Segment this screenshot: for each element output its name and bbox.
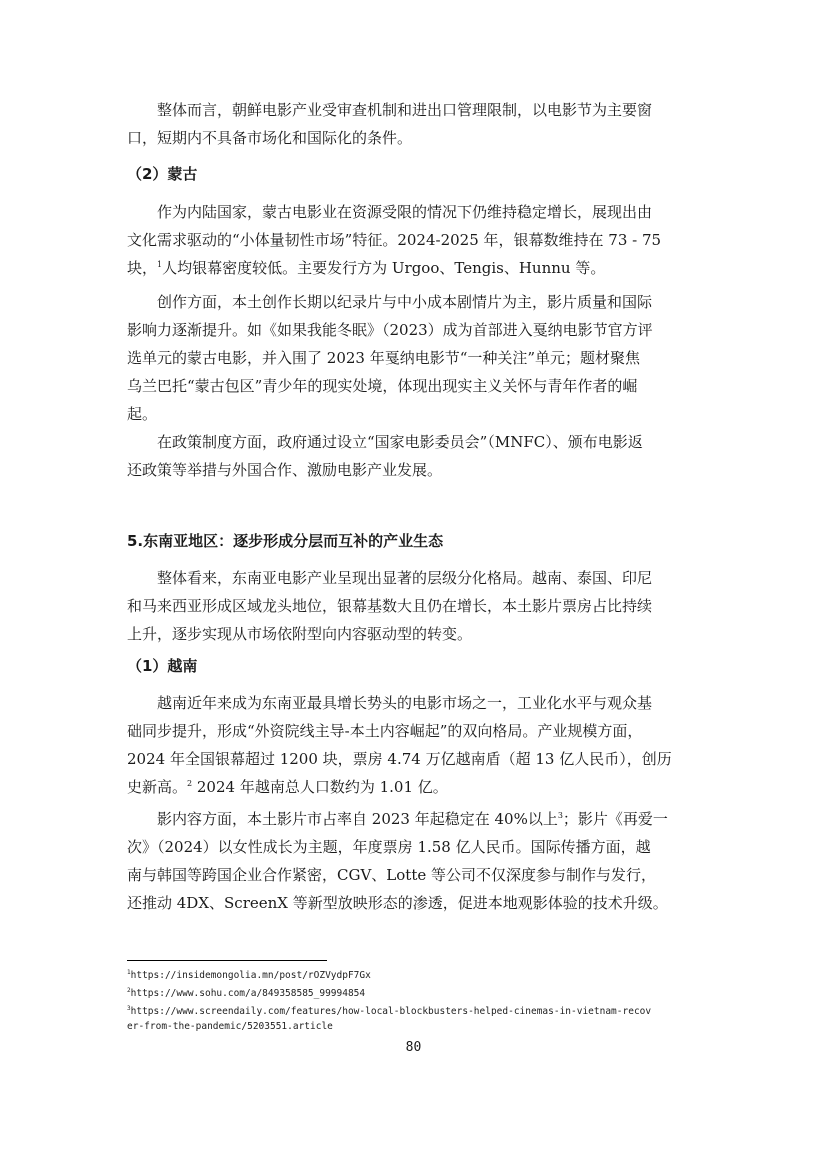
paragraph-southeast-asia-overview [127,564,703,648]
text-line: 在政策制度方面，政府通过设立“国家电影委员会”（MNFC）、颁布电影返 [157,433,643,451]
text-line: 影响力逐渐提升。如《如果我能冬眠》（2023）成为首部进入戛纳电影节官方评 [127,321,653,339]
paragraph-north-korea-summary [127,96,703,152]
text-line: 越南近年来成为东南亚最具增长势头的电影市场之一，工业化水平与观众基 [157,694,653,712]
section-heading-vietnam: （1）越南 [127,657,198,675]
section-heading-southeast-asia: 5.东南亚地区：逐步形成分层而互补的产业生态 [127,532,444,550]
text-segment: 史新高。 [127,778,188,796]
text-line [127,805,703,833]
footnote-link[interactable]: https://insidemongolia.mn/post/rOZVydpF7Gx [130,970,371,981]
text-line: 创作方面，本土创作长期以纪录片与中小成本剧情片为主，影片质量和国际 [157,293,653,311]
text-line: 础同步提升，形成“外资院线主导-本土内容崛起”的双向格局。产业规模方面， [127,722,643,740]
footnote-ref-3[interactable]: 3 [557,811,563,820]
text-line: 选单元的蒙古电影，并入围了 2023 年戛纳电影节“一种关注”单元；题材聚焦 [127,349,641,367]
footnote-link[interactable]: https://www.sohu.com/a/849358585_99994854 [130,988,366,999]
page-number: 80 [405,1040,422,1055]
footnote-number: 1 [127,968,131,976]
footnote-number: 3 [127,1004,131,1012]
footnote-1 [127,968,717,983]
footnote-link-continued[interactable]: er-from-the-pandemic/5203551.article [127,1021,333,1032]
text-line [127,254,703,282]
paragraph-vietnam-market [127,689,703,801]
text-line: 南与韩国等跨国企业合作紧密，CGV、Lotte 等公司不仅深度参与制作与发行， [127,866,656,884]
text-segment: 2024 年越南总人口数约为 1.01 亿。 [192,778,448,796]
footnote-3 [127,1004,717,1034]
text-line: 上升，逐步实现从市场依附型向内容驱动型的转变。 [127,625,473,643]
text-line: 次》（2024）以女性成长为主题，年度票房 1.58 亿人民币。国际传播方面，越 [127,838,651,856]
paragraph-mongolia-creation [127,288,703,428]
text-line: 乌兰巴托“蒙古包区”青少年的现实处境，体现出现实主义关怀与青年作者的崛 [127,377,638,395]
text-line: 还政策等举措与外国合作、激励电影产业发展。 [127,461,443,479]
footnote-number: 2 [127,986,131,994]
text-segment: 人均银幕密度较低。主要发行方为 Urgoo、Tengis、Hunnu 等。 [162,259,606,277]
section-heading-mongolia: （2）蒙古 [127,165,198,183]
text-line: 文化需求驱动的“小体量韧性市场”特征。2024-2025 年，银幕数维持在 73 - 75 [127,231,662,249]
text-line: 整体而言，朝鲜电影产业受审查机制和进出口管理限制，以电影节为主要窗 [157,101,653,119]
paragraph-mongolia-market [127,198,703,282]
footnote-ref-2[interactable]: 2 [187,779,193,788]
text-line: 2024 年全国银幕超过 1200 块，票房 4.74 万亿越南盾（超 13 亿人民币），创历 [127,750,672,768]
text-line: 整体看来，东南亚电影产业呈现出显著的层级分化格局。越南、泰国、印尼 [157,569,653,587]
footnote-2 [127,986,717,1001]
text-line: 还推动 4DX、ScreenX 等新型放映形态的渗透，促进本地观影体验的技术升级。 [127,894,668,912]
text-segment: 影内容方面，本土影片市占率自 2023 年起稳定在 40%以上 [157,810,558,828]
text-line: 和马来西亚形成区域龙头地位，银幕基数大且仍在增长，本土影片票房占比持续 [127,597,653,615]
footnote-link[interactable]: https://www.screendaily.com/features/how-local-blockbusters-helped-cinemas-in-vietnam-recov [130,1006,652,1017]
text-segment: 块， [127,259,158,277]
text-line: 口，短期内不具备市场化和国际化的条件。 [127,129,413,147]
footnote-line [127,1004,717,1019]
footnote-divider [127,960,327,961]
footnote-ref-1[interactable]: 1 [157,260,163,269]
text-line [127,773,703,801]
paragraph-vietnam-content [127,805,703,917]
text-line: 作为内陆国家，蒙古电影业在资源受限的情况下仍维持稳定增长，展现出由 [157,203,653,221]
paragraph-mongolia-policy [127,428,703,484]
text-line: 起。 [127,405,158,423]
text-segment: ；影片《再爱一 [562,810,668,828]
